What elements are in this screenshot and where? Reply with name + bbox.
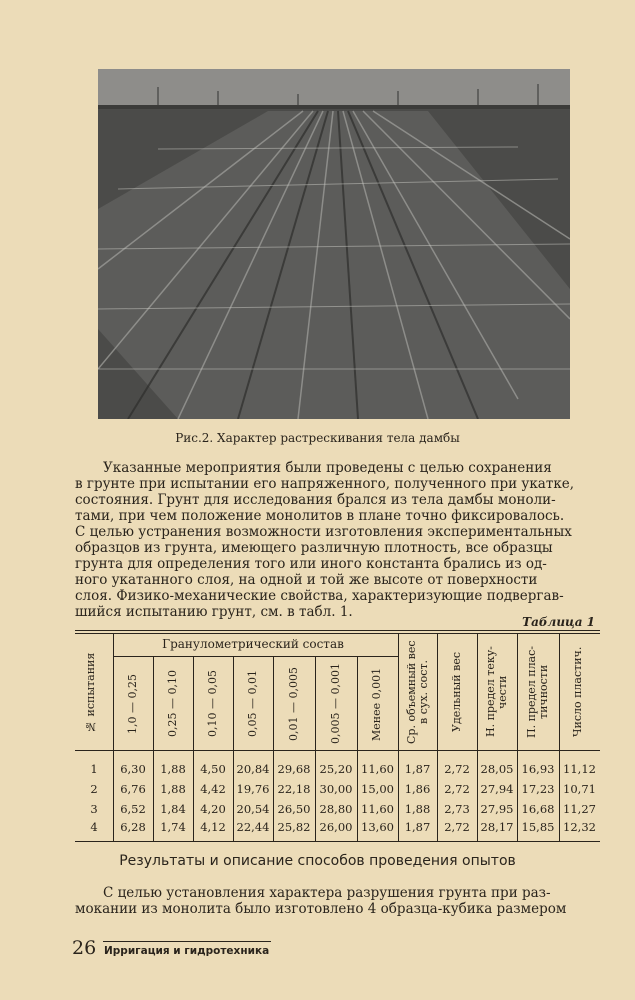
paragraph-1-line: слоя. Физико-механические свойства, характеризующие подвергав- — [75, 588, 564, 604]
table-cell: 29,68 — [277, 762, 311, 776]
header-col-2: 0,25 — 0,10 — [166, 670, 179, 738]
paragraph-2-line: мокании из монолита было изготовлено 4 образца-кубика размером — [75, 901, 567, 917]
header-col-5: 0,01 — 0,005 — [287, 667, 300, 741]
table-cell: 27,95 — [480, 802, 514, 816]
page-number: 26 — [72, 937, 97, 959]
table-cell: 1,87 — [404, 762, 431, 776]
header-col-1: 1,0 — 0,25 — [126, 674, 139, 734]
header-col-7: Менее 0,001 — [370, 667, 383, 741]
paragraph-1-line: состояния. Грунт для исследования брался из тела дамбы моноли- — [75, 492, 556, 508]
footer-rule — [103, 941, 271, 942]
table-rule-top-double — [75, 633, 600, 634]
table-cell: 22,18 — [277, 782, 311, 796]
table-cell: 11,27 — [563, 802, 596, 816]
table-cell: 4 — [90, 820, 98, 834]
table-cell: 4,42 — [200, 782, 226, 796]
table-cell: 2,72 — [444, 820, 470, 834]
paragraph-1-line: шийся испытанию грунт, см. в табл. 1. — [75, 604, 353, 620]
header-col-10: Н. предел теку- чести — [484, 646, 509, 738]
table-cell: 4,50 — [200, 762, 226, 776]
table-cell: 30,00 — [319, 782, 353, 796]
table-cell: 15,00 — [361, 782, 394, 796]
paragraph-1-line: грунта для определения того или иного константа брались из од- — [75, 556, 547, 572]
figure-caption: Рис.2. Характер растрескивания тела дамбы — [175, 431, 460, 445]
table-cell: 20,54 — [236, 802, 270, 816]
header-col-11: П. предел плас- тичности — [525, 646, 550, 738]
table-cell: 1 — [90, 762, 98, 776]
table-cell: 2,73 — [444, 802, 470, 816]
group-rule — [113, 656, 398, 657]
paragraph-1-line: ного укатанного слоя, на одной и той же высоте от поверхности — [75, 572, 538, 588]
table-cell: 26,00 — [319, 820, 353, 834]
journal-title: Ирригация и гидротехника — [104, 945, 270, 957]
paragraph-1-line: Указанные мероприятия были проведены с целью сохранения — [103, 460, 552, 476]
table-cell: 6,76 — [120, 782, 146, 796]
paragraph-1-line: тами, при чем положение монолитов в плане точно фиксировалось. — [75, 508, 565, 524]
header-col-6: 0,005 — 0,001 — [329, 663, 342, 745]
paragraph-1-line: С целью устранения возможности изготовления экспериментальных — [75, 524, 572, 540]
table-cell: 16,68 — [521, 802, 555, 816]
table-cell: 1,87 — [404, 820, 431, 834]
table-cell: 6,52 — [120, 802, 146, 816]
header-col-12: Число пластич. — [571, 646, 584, 738]
table-cell: 25,82 — [277, 820, 311, 834]
paragraph-1-line: в грунте при испытании его напряженного, полученного при укатке, — [75, 476, 575, 492]
table-cell: 26,50 — [277, 802, 311, 816]
table-cell: 20,84 — [236, 762, 270, 776]
group-title: Гранулометрический состав — [162, 637, 344, 651]
table-cell: 2,72 — [444, 782, 470, 796]
table-cell: 2,72 — [444, 762, 470, 776]
table-cell: 1,88 — [404, 802, 431, 816]
section-heading: Результаты и описание способов проведения опытов — [119, 853, 516, 869]
table-cell: 1,88 — [160, 762, 186, 776]
header-test-number: № испытания — [84, 652, 97, 734]
table-rule-bottom — [75, 841, 600, 842]
dam-cracking-photo — [98, 69, 570, 419]
paragraph-1 — [75, 460, 599, 620]
table-cell: 28,17 — [480, 820, 514, 834]
table-cell: 11,60 — [361, 762, 394, 776]
table-cell: 1,86 — [404, 782, 431, 796]
table-cell: 22,44 — [236, 820, 270, 834]
header-col-8: Ср. объемный вес в сух. сост. — [405, 640, 430, 744]
paragraph-2-line: С целью установления характера разрушения грунта при раз- — [103, 885, 551, 901]
table-label: Таблица 1 — [522, 615, 595, 629]
table-cell: 1,84 — [160, 802, 186, 816]
table-cell: 27,94 — [480, 782, 514, 796]
table-cell: 15,85 — [521, 820, 555, 834]
table-cell: 19,76 — [236, 782, 270, 796]
table-cell: 1,74 — [160, 820, 186, 834]
properties-table — [75, 630, 600, 842]
paragraph-1-line: образцов из грунта, имеющего различную плотность, все образцы — [75, 540, 553, 556]
table-cell: 12,32 — [563, 820, 596, 834]
table-cell: 4,20 — [200, 802, 226, 816]
table-cell: 28,05 — [480, 762, 514, 776]
table-cell: 28,80 — [319, 802, 353, 816]
header-col-4: 0,05 — 0,01 — [246, 670, 259, 738]
table-cell: 11,60 — [361, 802, 394, 816]
table-cell: 17,23 — [521, 782, 555, 796]
table-cell: 10,71 — [563, 782, 596, 796]
table-cell: 11,12 — [563, 762, 596, 776]
table-rule-top — [75, 630, 600, 631]
table-cell: 6,28 — [120, 820, 146, 834]
table-cell: 1,88 — [160, 782, 186, 796]
header-col-9: Удельный вес — [450, 652, 463, 732]
table-cell: 4,12 — [200, 820, 226, 834]
table-cell: 2 — [90, 782, 98, 796]
table-cell: 13,60 — [361, 820, 394, 834]
table-cell: 3 — [90, 802, 98, 816]
paragraph-2 — [75, 885, 599, 917]
table-cell: 25,20 — [319, 762, 353, 776]
header-col-3: 0,10 — 0,05 — [206, 670, 219, 738]
table-cell: 16,93 — [521, 762, 555, 776]
table-cell: 6,30 — [120, 762, 146, 776]
